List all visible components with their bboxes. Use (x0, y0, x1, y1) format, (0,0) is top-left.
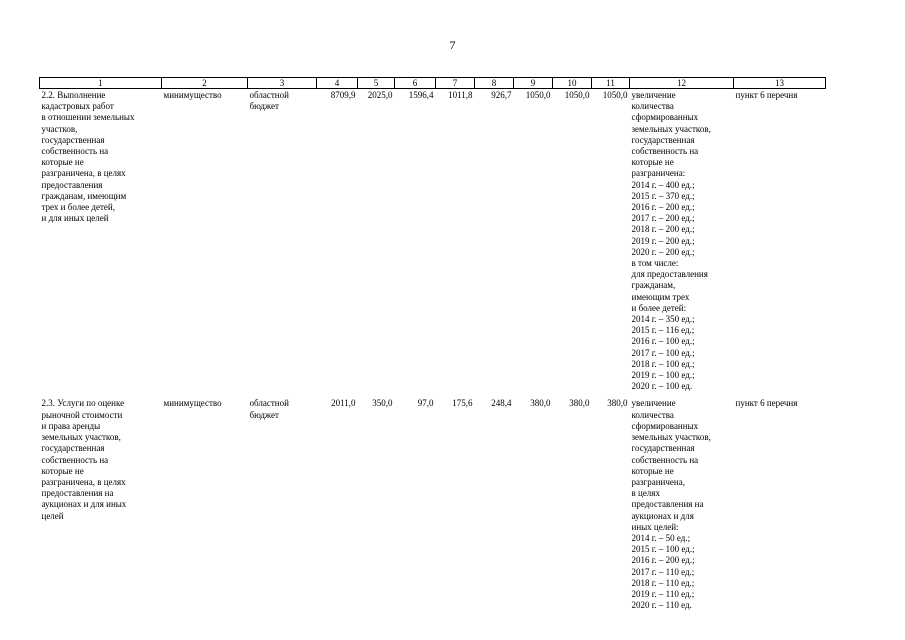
executor-cell: минимущество (163, 90, 222, 100)
indicator-cell: увеличение количества сформированных земельных участков, государственная собственность на которые не разграничена: 2014 г. – 400 ед.; 2015 г. – 370 ед.; 2016 г. – 200 ед.; 2017 г. – 200 ед.; 2018 г. – 200 ед.; 2019 г. – 200 ед.; 2020 г. – 200 ед.; в том числе: для предоставления гражданам, имеющим трех и более детей: 2014 г. – 350 ед.; 2015 г. – 116 ед.; 2016 г. – 100 ед.; 2017 г. – 100 ед.; 2018 г. – 100 ед.; 2019 г. – 100 ед.; 2020 г. – 100 ед. (631, 90, 711, 392)
total-cell: 2011,0 (331, 398, 356, 409)
column-header: 2 (162, 78, 248, 89)
column-header: 4 (317, 78, 358, 89)
year-2020-cell: 380,0 (607, 398, 628, 409)
column-header: 13 (734, 78, 826, 89)
column-header: 3 (248, 78, 317, 89)
column-header: 7 (436, 78, 475, 89)
year-2014-cell: 2025,0 (367, 90, 393, 100)
reference-cell: пункт 6 перечня (735, 398, 798, 409)
year-2020-cell: 1050,0 (602, 90, 628, 100)
year-2015-cell: 97,0 (417, 398, 434, 409)
year-2018-cell: 1050,0 (525, 90, 551, 100)
year-2019-cell: 1050,0 (564, 90, 590, 100)
year-2019-cell: 380,0 (569, 398, 590, 409)
funding-source-cell: областной бюджет (249, 398, 289, 420)
year-2016-cell: 1011,8 (448, 90, 473, 100)
page-number: 7 (449, 38, 456, 52)
column-header: 8 (475, 78, 514, 89)
reference-cell: пункт 6 перечня (735, 90, 798, 100)
year-2014-cell: 350,0 (372, 398, 393, 409)
total-cell: 8709,9 (330, 90, 356, 100)
table-row (40, 392, 826, 611)
column-header: 12 (630, 78, 734, 89)
year-2015-cell: 1596,4 (408, 90, 434, 100)
column-header: 9 (514, 78, 553, 89)
table-row (40, 89, 826, 393)
executor-cell: минимущество (163, 398, 222, 409)
indicator-cell: увеличение количества сформированных земельных участков, государственная собственность на которые не разграничена, в целях предоставления на аукционах и для иных целей: 2014 г. – 50 ед.; 2015 г. – 100 ед.; 2016 г. – 200 ед.; 2017 г. – 110 ед.; 2018 г. – 110 ед.; 2019 г. – 110 ед.; 2020 г. – 110 ед. (631, 398, 711, 611)
funding-source-cell: областной бюджет (249, 90, 289, 112)
year-2018-cell: 380,0 (530, 398, 551, 409)
measure-name-cell: 2.3. Услуги по оценке рыночной стоимости и права аренды земельных участков, государственная собственность на которые не разграничена, в целях предоставления на аукционах и для иных целей (41, 398, 127, 521)
program-table (39, 77, 826, 611)
measure-name-cell: 2.2. Выполнение кадастровых работ в отношении земельных участков, государственная собственность на которые не разграничена, в целях предоставления гражданам, имеющим трех и более детей, и для иных целей (41, 90, 135, 224)
year-2017-cell: 926,7 (491, 90, 512, 100)
year-2017-cell: 248,4 (491, 398, 512, 409)
year-2016-cell: 175,6 (452, 398, 473, 409)
column-header: 1 (40, 78, 162, 89)
column-header: 10 (553, 78, 592, 89)
column-number-row (40, 78, 826, 89)
column-header: 5 (358, 78, 395, 89)
column-header: 6 (395, 78, 436, 89)
column-header: 11 (592, 78, 630, 89)
